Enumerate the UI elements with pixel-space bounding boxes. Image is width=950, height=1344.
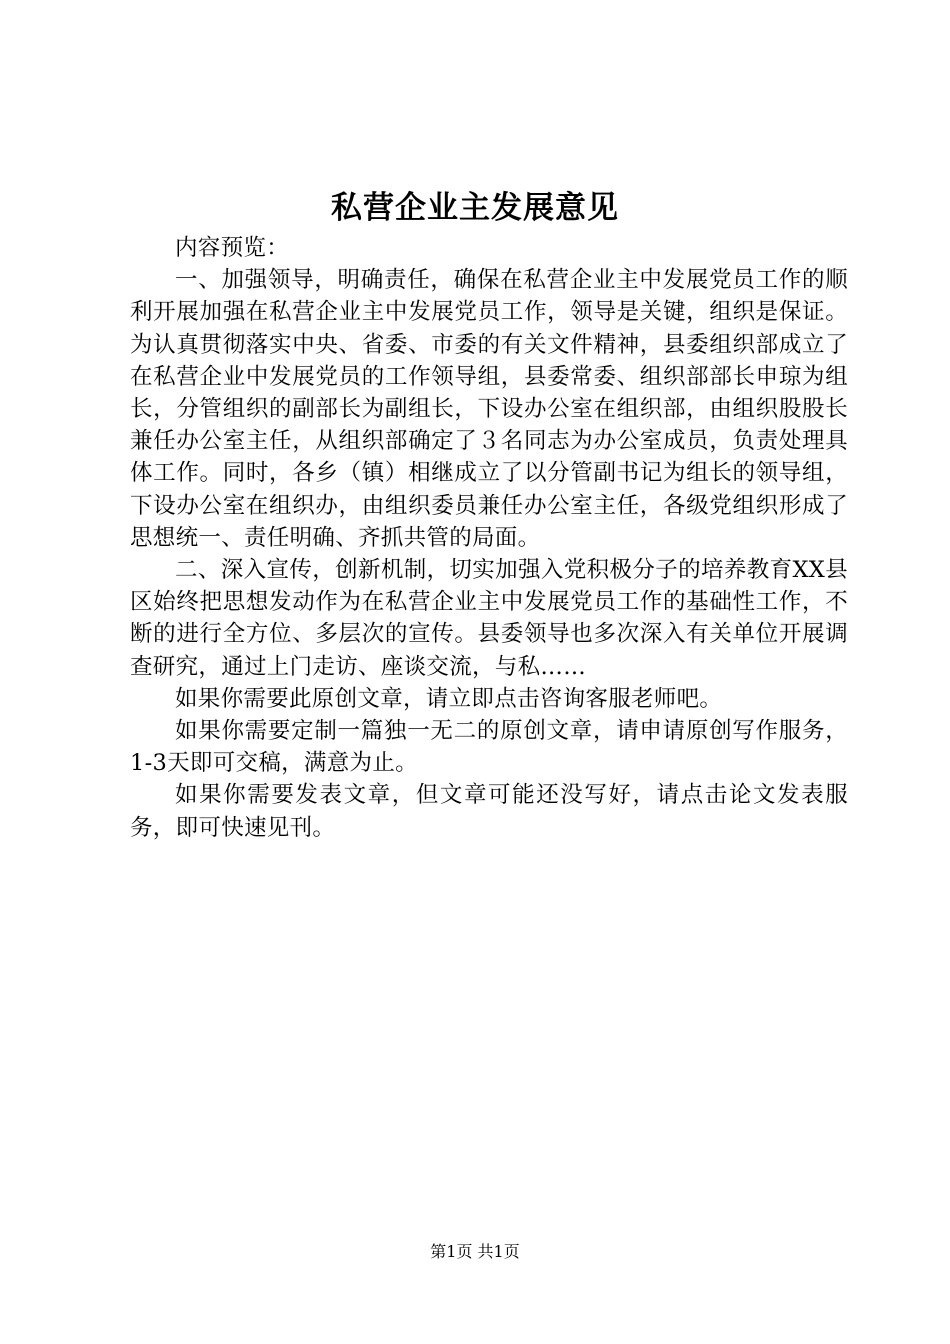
preview-label: 内容预览： xyxy=(175,235,290,261)
document-body xyxy=(130,232,848,844)
paragraph-custom-writing-notice: 如果你需要定制一篇独一无二的原创文章，请申请原创写作服务，1-3天即可交稿，满意为止。 xyxy=(130,718,848,777)
document-title: 私营企业主发展意见 xyxy=(331,190,619,226)
paragraph-section-two: 二、深入宣传，创新机制，切实加强入党积极分子的培养教育XX县区始终把思想发动作为在私营企业主中发展党员工作的基础性工作，不断的进行全方位、多层次的宣传。县委领导也多次深入有关单位开展调查研究，通过上门走访、座谈交流，与私…… xyxy=(130,557,848,680)
paragraph-section-one: 一、加强领导，明确责任，确保在私营企业主中发展党员工作的顺利开展加强在私营企业主中发展党员工作，领导是关键，组织是保证。为认真贯彻落实中央、省委、市委的有关文件精神，县委组织部成立了在私营企业中发展党员的工作领导组，县委常委、组织部部长申琼为组长，分管组织的副部长为副组长，下设办公室在组织部，由组织股股长兼任办公室主任，从组织部确定了３名同志为办公室成员，负责处理具体工作。同时，各乡（镇）相继成立了以分管副书记为组长的领导组，下设办公室在组织办，由组织委员兼任办公室主任，各级党组织形成了思想统一、责任明确、齐抓共管的局面。 xyxy=(130,267,848,551)
paragraph-consult-notice: 如果你需要此原创文章，请立即点击咨询客服老师吧。 xyxy=(175,685,723,712)
page-number-footer: 第1页 共1页 xyxy=(430,1242,520,1261)
paragraph-publishing-notice: 如果你需要发表文章，但文章可能还没写好，请点击论文发表服务，即可快速见刊。 xyxy=(130,782,848,841)
